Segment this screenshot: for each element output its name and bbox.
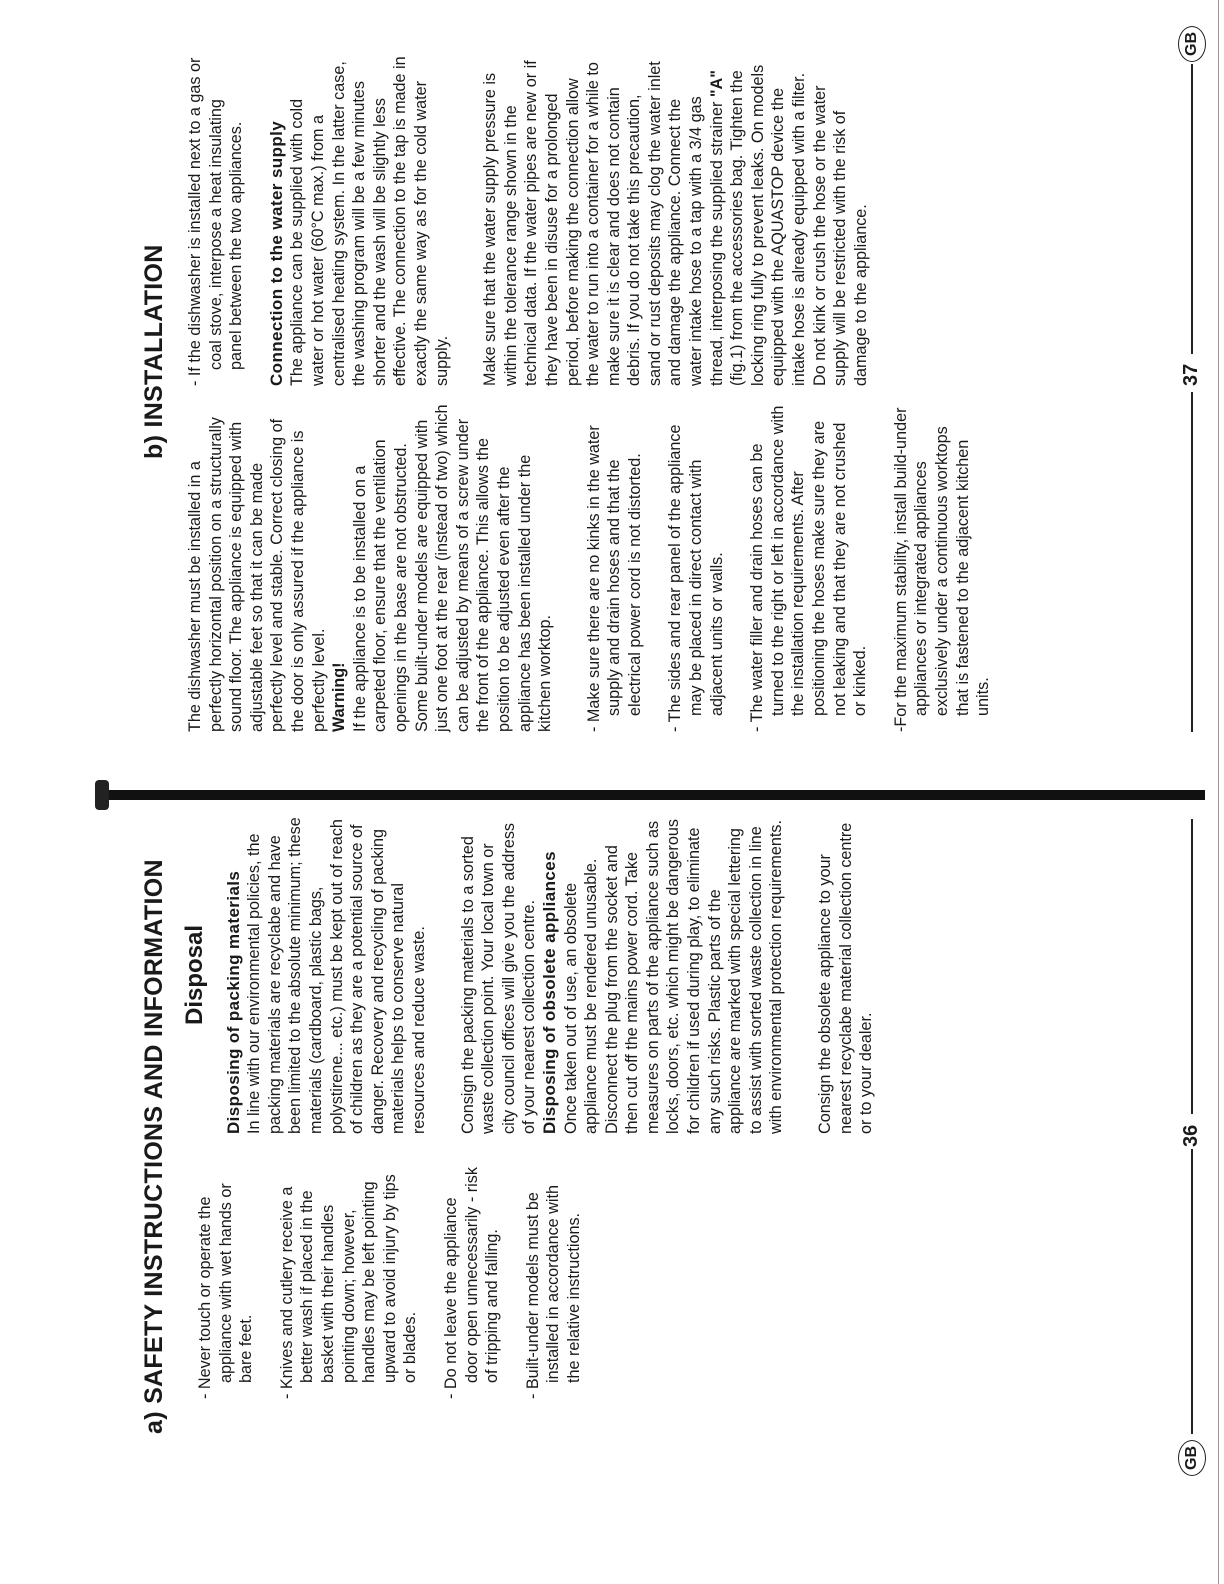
page-number: 36 [1180,1124,1202,1147]
safety-item: - Built-under models must be installed in accordance with the relative instructions. [523,1185,583,1399]
disposal-heading: Disposal [181,924,208,1026]
obsolete-heading: Disposing of obsolete appliances [539,851,559,1134]
footer-rule [1191,392,1193,732]
gb-badge: GB [1178,1440,1206,1476]
water-supply-heading: Connection to the water supply [266,120,286,386]
warning-label: Warning! [330,662,349,732]
binding-clip [95,780,109,810]
built-under-text: Some built-under models are equipped with just one foot at the rear (instead of two) which can be adjusted by means of a screw under the front of the appliance. This allows the position to be adjusted even after the appliance has been installed under the kitchen worktop. [412,404,555,732]
installation-item: - Make sure there are no kinks in the water supply and drain hoses and that the electrical power cord is not distorted. [584,425,644,732]
footer-rule [1191,819,1193,1114]
packing-heading: Disposing of packing materials [223,870,243,1134]
footer-rule [1191,64,1193,354]
installation-item: -For the maximum stability, install build-under appliances or integrated appliances exclusively under a continuous worktops that is fastened to the adjacent kitchen units. [891,407,993,732]
installation-column-1 [185,404,1014,732]
pressure-text [480,56,871,386]
disposal-column [181,816,897,1134]
binding-shadow [95,790,1205,800]
page-37 [0,0,1224,784]
gb-badge: GB [1178,26,1206,62]
safety-item: - Do not leave the appliance door open unnecessarily - risk of tripping and falling. [441,1167,502,1399]
water-supply-text: The appliance can be supplied with cold water or hot water (60°C max.) from a centralised heating system. In the latter case, the washing program will be a few minutes shorter and the wash will be slightly less effective. The connection to the tap is made in exactly the same way as for the cold water supply. [288,56,451,386]
packing-text: In line with our environmental policies, the packing materials are recyclabe and have been limited to the absolute minimum; these materials (cardboard, plastic bags, polystirene... etc.) must be kept out of reach of children as they are a potential source of danger. Recovery and recycling of packing materials helps to conserve natural resources and reduce waste. [245,817,428,1134]
warning-text: If the appliance is to be installed on a carpeted floor, ensure that the ventilation openings in the base are not obstructed. [350,439,410,732]
installation-item: - The water filler and drain hoses can be turned to the right or left in accordance with the installation requirements. After positioning the hoses make sure they are not leaking and that they are not crushed or kinked. [748,405,870,732]
installation-section-title: b) INSTALLATION [140,244,168,459]
obsolete-text: Once taken out of use, an obsolete appliance must be rendered unusable. Disconnect the plug from the socket and then cut off the mains power cord. Take measures on parts of the appliance such as locks, doors, etc. which might be dangerous for children if used during play, to eliminate any such risks. Plastic parts of the appliance are marked with special lettering to assist with sorted waste collection in line with environmental protection requirements. [561,819,786,1134]
page-36 [0,800,1224,1584]
installation-intro: The dishwasher must be installed in a perfectly horizontal position on a structurally sound floor. The appliance is equipped with adjustable feet so that it can be made perfectly level and stable. Correct closing of the door is only assured if the appliance is perfectly level. [186,417,328,732]
installation-column-2 [185,56,891,386]
safety-section-title: a) SAFETY INSTRUCTIONS AND INFORMATION [140,859,168,1434]
safety-item: - Knives and cutlery receive a better wash if placed in the basket with their handles pointing down; however, handles may be left pointing upward to avoid injury by tips or blades. [277,1174,420,1399]
safety-column [195,1161,605,1399]
consign-obsolete-text: Consign the obsolete appliance to your nearest recyclabe material collection centre or to your dealer. [816,822,876,1134]
footer-rule [1191,1149,1193,1434]
consign-packing-text: Consign the packing materials to a sorted waste collection point. Your local town or city council offices will give you the address of your nearest collection centre. [458,822,539,1134]
installation-item: - The sides and rear panel of the appliance may be placed in direct contact with adjacent units or walls. [666,424,726,732]
safety-item: - Never touch or operate the appliance with wet hands or bare feet. [196,1183,256,1399]
pressure-text-part-2: (fig.1) from the accessories bag. Tighten the locking ring fully to prevent leaks. On models equipped with the AQUASTOP device the intake hose is already equipped with a filter. Do not kink or crush the hose or the water supply will be restricted with the risk of damage to the appliance. [728,64,870,386]
pressure-text-part-1: Make sure that the water supply pressure is within the tolerance range shown in the technical data. If the water pipes are new or if they have been in disuse for a prolonged period, before making the connection allow the water to run into a container for a while to make sure it is clear and does not contain debris. If you do not take this precaution, sand or rust deposits may clog the water inlet and damage the appliance. Connect the water intake hose to a tap with a 3/4 gas thread, interposing the supplied strainer [481,60,726,386]
stove-item: - If the dishwasher is installed next to a gas or coal stove, interpose a heat insulating panel between the two appliances. [186,57,246,386]
strainer-label: "A" [707,70,726,98]
scan-edge [1218,0,1219,1584]
page-number: 37 [1180,363,1202,386]
